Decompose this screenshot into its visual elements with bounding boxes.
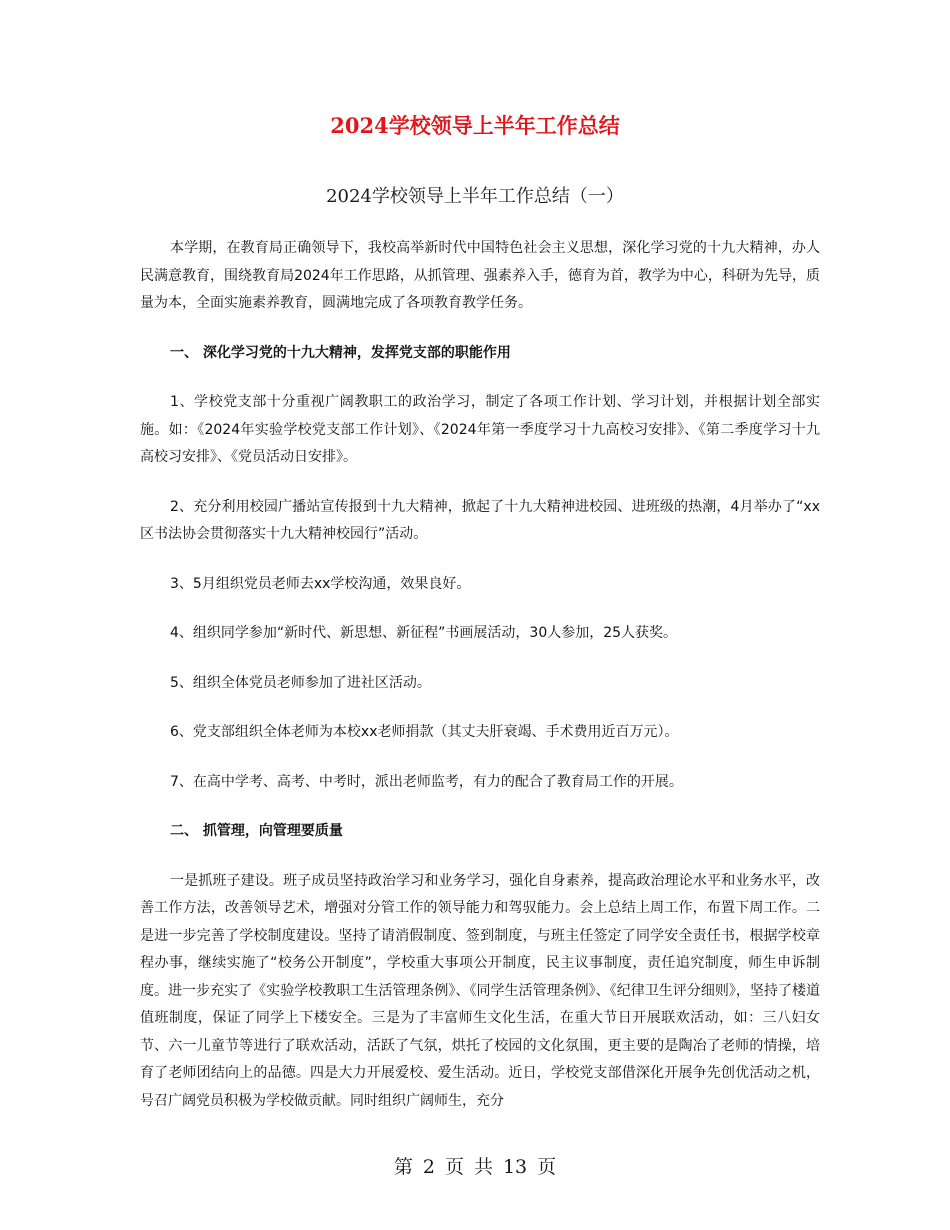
body-paragraph-4: 4、组织同学参加“新时代、新思想、新征程”书画展活动，30人参加，25人获奖。 bbox=[170, 625, 678, 641]
document-title: 2024学校领导上半年工作总结 bbox=[330, 113, 620, 138]
footer-total-prefix: 共 bbox=[473, 1156, 493, 1178]
footer-current-page: 2 bbox=[422, 1156, 435, 1178]
document-subtitle: 2024学校领导上半年工作总结（一） bbox=[326, 186, 624, 207]
body-paragraph-2: 2、充分利用校园广播站宣传报到十九大精神，掀起了十九大精神进校园、进班级的热潮，4月举办了“xx区书法协会贯彻落实十九大精神校园行”活动。 bbox=[140, 498, 820, 542]
footer-total-pages: 13 bbox=[502, 1156, 528, 1178]
body-paragraph-8: 一是抓班子建设。班子成员坚持政治学习和业务学习，强化自身素养，提高政治理论水平和业务水平，改善工作方法，改善领导艺术，增强对分管工作的领导能力和驾驭能力。会上总结上周工作，布置下周工作。二是进一步完善了学校制度建设。坚持了请消假制度、签到制度，与班主任签定了同学安全责任书，根据学校章程办事，继续实施了“校务公开制度”，学校重大事项公开制度，民主议事制度，责任追究制度，师生申诉制度。进一步充实了《实验学校教职工生活管理条例》、《同学生活管理条例》、《纪律卫生评分细则》，坚持了楼道值班制度，保证了同学上下楼安全。三是为了丰富师生文化生活，在重大节日开展联欢活动，如：三八妇女节、六一儿童节等进行了联欢活动，活跃了气氛，烘托了校园的文化氛围，更主要的是陶冶了老师的情操，培育了老师团结向上的品德。四是大力开展爱校、爱生活动。近日，学校党支部借深化开展争先创优活动之机，号召广阔党员积极为学校做贡献。同时组织广阔师生，充分 bbox=[140, 872, 820, 1109]
section-heading-1: 一、 深化学习党的十九大精神，发挥党支部的职能作用 bbox=[170, 344, 511, 361]
body-paragraph-1: 1、学校党支部十分重视广阔教职工的政治学习，制定了各项工作计划、学习计划，并根据计划全部实施。如：《2024年实验学校党支部工作计划》、《2024年第一季度学习十九高校习安排》、《第二季度学习十九高校习安排》、《党员活动日安排》。 bbox=[140, 394, 820, 465]
footer-prefix: 第 bbox=[393, 1156, 413, 1178]
body-paragraph-6: 6、党支部组织全体老师为本校xx老师捐款（其丈夫肝衰竭、手术费用近百万元）。 bbox=[170, 724, 679, 740]
footer-suffix: 页 bbox=[537, 1156, 557, 1178]
document-body bbox=[140, 235, 820, 1115]
body-paragraph-3: 3、5月组织党员老师去xx学校沟通，效果良好。 bbox=[170, 575, 471, 592]
page-footer bbox=[0, 1152, 950, 1179]
body-paragraph-7: 7、在高中学考、高考、中考时，派出老师监考，有力的配合了教育局工作的开展。 bbox=[170, 773, 683, 790]
section-heading-2: 二、 抓管理，向管理要质量 bbox=[170, 823, 343, 839]
intro-paragraph: 本学期，在教育局正确领导下，我校高举新时代中国特色社会主义思想，深化学习党的十九大精神，办人民满意教育，围绕教育局2024年工作思路，从抓管理、强素养入手，德育为首，教学为中心，科研为先导，质量为本，全面实施素养教育，圆满地完成了各项教育教学任务。 bbox=[140, 240, 820, 311]
footer-middle: 页 bbox=[444, 1156, 464, 1178]
body-paragraph-5: 5、组织全体党员老师参加了进社区活动。 bbox=[170, 674, 431, 691]
